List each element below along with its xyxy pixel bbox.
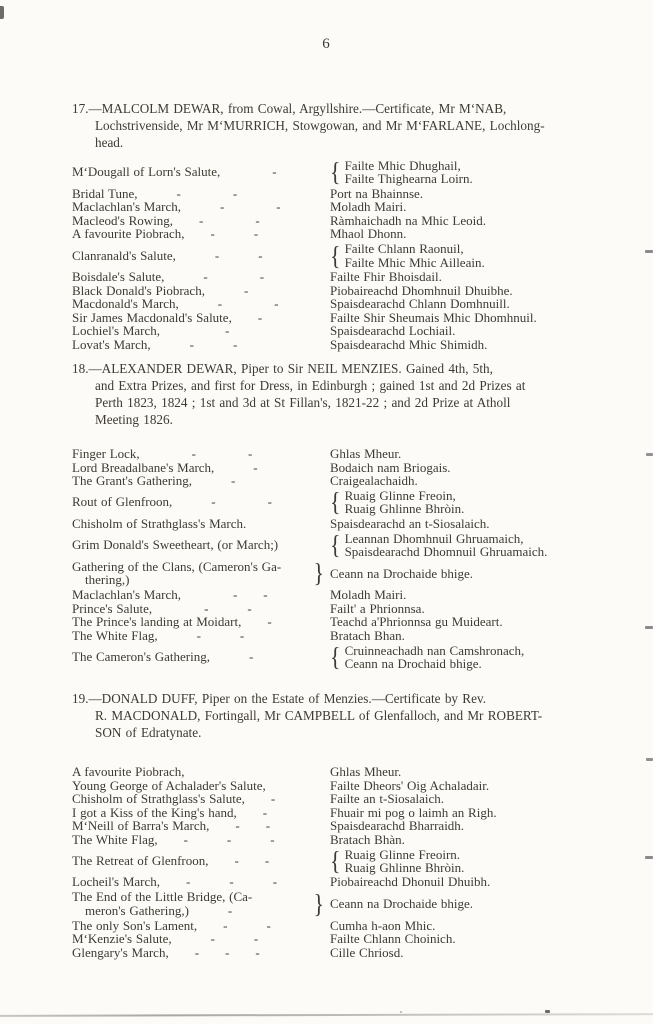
tune-row bbox=[72, 474, 592, 488]
tune-list bbox=[72, 765, 592, 959]
tune-title-gaelic: Cille Chriosd. bbox=[330, 944, 404, 960]
opening-brace-glyph: { bbox=[330, 240, 341, 270]
tune-title-gaelic: Failte Shir Sheumais Mhic Dhomhnuil. bbox=[330, 309, 537, 325]
tune-title-gaelic: Spaisdearachd an t-Siosalaich. bbox=[330, 515, 490, 531]
gaelic-title-line: Failte Mhic Dhughail, bbox=[344, 158, 461, 173]
tune-row bbox=[72, 486, 592, 517]
tune-title-english: Glengary's March, - - - bbox=[72, 944, 260, 960]
tune-title-english: The only Son's Lament, - - bbox=[72, 917, 271, 933]
opening-brace-glyph: { bbox=[330, 156, 341, 187]
tune-title-english: Young George of Achalader's Salute, bbox=[72, 777, 266, 793]
tune-list bbox=[72, 447, 592, 670]
tune-row bbox=[72, 517, 592, 531]
tune-row bbox=[72, 588, 592, 602]
tune-row bbox=[72, 324, 592, 338]
gaelic-title-line: Ruaig Glinne Freoin, bbox=[344, 488, 456, 503]
tune-title-line: The End of the Little Bridge, (Ca- bbox=[72, 889, 253, 905]
tune-title-gaelic: Failte Chlann Choinich. bbox=[330, 931, 456, 947]
tune-title-gaelic: Piobaireachd Dhomhnuil Dhuibhe. bbox=[330, 282, 513, 298]
tune-title-english: M‘Dougall of Lorn's Salute, - bbox=[72, 164, 277, 180]
tune-title-english: Lochiel's March, - bbox=[72, 323, 230, 339]
tune-title-line: meron's Gathering,) - bbox=[85, 902, 233, 918]
tune-title-english: Prince's Salute, - - bbox=[72, 600, 252, 616]
tune-title-gaelic bbox=[330, 486, 592, 517]
tune-title-english: The White Flag, - - bbox=[72, 627, 245, 643]
page-number: 6 bbox=[322, 36, 331, 52]
tune-list bbox=[72, 156, 592, 352]
tune-row bbox=[72, 779, 592, 793]
tune-title-english: The Cameron's Gathering, - bbox=[72, 649, 254, 665]
opening-brace-glyph: { bbox=[330, 641, 341, 672]
tune-title-gaelic bbox=[330, 242, 592, 268]
tune-title-english: I got a Kiss of the King's hand, - bbox=[72, 804, 268, 820]
gaelic-title-pair bbox=[345, 242, 485, 268]
heading-line: Perth 1823, 1824 ; 1st and 3d at St Fillan's, 1821-22 ; and 2d Prize at Atholl bbox=[95, 395, 511, 410]
heading-line: head. bbox=[95, 135, 124, 150]
tune-title-english: The Retreat of Glenfroon, - - bbox=[72, 852, 270, 868]
tune-title-line: Gathering of the Clans, (Cameron's Ga- bbox=[72, 558, 282, 574]
tune-row bbox=[72, 833, 592, 847]
tune-row bbox=[72, 297, 592, 311]
tune-row bbox=[72, 187, 592, 201]
tune-title-english: Macdonald's March, - - bbox=[72, 296, 279, 312]
tune-title-gaelic bbox=[330, 641, 592, 672]
tune-row bbox=[72, 946, 592, 960]
gaelic-title-line: Ruaig Ghlinne Bhròin. bbox=[344, 501, 465, 517]
tune-title-english: A favourite Piobrach, - - bbox=[72, 226, 259, 242]
tune-row bbox=[72, 890, 592, 917]
tune-title-gaelic bbox=[330, 156, 592, 187]
tune-title-gaelic: Teachd a'Phrionnsa gu Muideart. bbox=[330, 614, 503, 630]
tune-title-english: Rout of Glenfroon, - - bbox=[72, 494, 272, 510]
tune-row bbox=[72, 765, 592, 779]
gaelic-title-line: Ceann na Drochaid bhige. bbox=[344, 656, 482, 672]
gaelic-title-line: Leannan Dhomhnuil Ghruamaich, bbox=[344, 530, 524, 546]
tune-row bbox=[72, 156, 592, 187]
heading-line: and Extra Prizes, and first for Dress, in Edinburgh ; gained 1st and 2d Prizes at bbox=[95, 378, 526, 393]
tune-title-gaelic: Spaisdearachd Bharraidh. bbox=[330, 818, 465, 833]
tune-title-english bbox=[72, 557, 330, 588]
heading-line: R. MACDONALD, Fortingall, Mr CAMPBELL of Glenfalloch, and Mr ROBERT- bbox=[95, 708, 543, 723]
catalogue-entry-18 bbox=[72, 360, 592, 672]
tune-title-gaelic: Ceann na Drochaide bhige. bbox=[330, 565, 474, 581]
tune-title-gaelic: Piobaireachd Dhonuil Dhuibh. bbox=[330, 874, 491, 890]
tune-title-gaelic: Ghlas Mheur. bbox=[330, 764, 402, 779]
tune-title-gaelic: Moladh Mairi. bbox=[330, 199, 407, 215]
tune-row bbox=[72, 200, 592, 214]
tune-title-gaelic: Failte an t-Siosalaich. bbox=[330, 791, 445, 806]
tune-title-english: Maclachlan's March, - - bbox=[72, 199, 281, 215]
gaelic-title-pair bbox=[345, 848, 465, 874]
tune-row bbox=[72, 557, 592, 588]
tune-row bbox=[72, 602, 592, 616]
tune-row bbox=[72, 447, 592, 461]
tune-title-english: The Prince's landing at Moidart, - bbox=[72, 614, 272, 630]
heading-line: 17.—MALCOLM DEWAR, from Cowal, Argyllshire.—Certificate, Mr M‘NAB, bbox=[72, 101, 507, 116]
tune-row bbox=[72, 806, 592, 820]
catalogue-entry-19 bbox=[72, 690, 592, 959]
scan-artifact bbox=[645, 856, 653, 859]
tune-title-english: Boisdale's Salute, - - bbox=[72, 269, 265, 285]
entry-heading bbox=[72, 690, 592, 741]
opening-brace-glyph: { bbox=[330, 845, 341, 875]
tune-title-english: Lovat's March, - - bbox=[72, 336, 238, 352]
opening-brace-glyph: { bbox=[330, 486, 341, 517]
tune-title-gaelic: Spaisdearachd Lochiail. bbox=[330, 323, 456, 339]
tune-row bbox=[72, 461, 592, 475]
tune-title-gaelic: Bratach Bhàn. bbox=[330, 831, 405, 847]
catalogue-entry-17 bbox=[72, 100, 592, 351]
heading-line: 18.—ALEXANDER DEWAR, Piper to Sir NEIL MENZIES. Gained 4th, 5th, bbox=[72, 361, 493, 376]
tune-row bbox=[72, 641, 592, 672]
tune-row bbox=[72, 629, 592, 643]
scan-page-edge bbox=[0, 1013, 653, 1017]
tune-title-gaelic: Failte Dheors' Oig Achaladair. bbox=[330, 777, 490, 793]
tune-title-english: Locheil's March, - - - bbox=[72, 874, 278, 890]
tune-title-gaelic: Spaisdearachd Chlann Domhnuill. bbox=[330, 296, 510, 312]
tune-title-gaelic: Ghlas Mheur. bbox=[330, 446, 402, 461]
gaelic-title-pair bbox=[345, 532, 548, 558]
tune-title-gaelic: Fhuair mi pog o laimh an Righ. bbox=[330, 804, 497, 820]
scan-artifact bbox=[0, 6, 4, 19]
tune-title-gaelic bbox=[330, 845, 592, 875]
tune-title-english: Lord Breadalbane's March, - bbox=[72, 459, 258, 475]
opening-brace-glyph: { bbox=[330, 529, 341, 560]
tune-row bbox=[72, 338, 592, 352]
tune-title-english: Clanranald's Salute, - - bbox=[72, 247, 263, 263]
tune-row bbox=[72, 919, 592, 933]
gaelic-title-line: Failte Thighearna Loirn. bbox=[344, 171, 473, 187]
tune-row bbox=[72, 932, 592, 946]
tune-title-gaelic: Spaisdearachd Mhic Shimidh. bbox=[330, 336, 488, 352]
tune-title-english: Grim Donald's Sweetheart, (or March;) bbox=[72, 537, 279, 553]
tune-title-english bbox=[72, 890, 330, 917]
tune-row bbox=[72, 270, 592, 284]
tune-title-gaelic: Bodaich nam Briogais. bbox=[330, 459, 451, 475]
heading-line: SON of Edratynate. bbox=[95, 725, 202, 740]
tune-title-gaelic: Craigealachaidh. bbox=[330, 473, 418, 488]
tune-title-gaelic: Moladh Mairi. bbox=[330, 587, 407, 603]
tune-title-english: Macleod's Rowing, - - bbox=[72, 212, 260, 228]
tune-row bbox=[72, 875, 592, 889]
tune-row bbox=[72, 214, 592, 228]
heading-line: 19.—DONALD DUFF, Piper on the Estate of Menzies.—Certificate by Rev. bbox=[72, 691, 486, 706]
scan-artifact bbox=[645, 626, 653, 629]
tune-title-english: M‘Kenzie's Salute, - - bbox=[72, 931, 259, 947]
tune-title-gaelic: Mhaol Dhonn. bbox=[330, 226, 407, 242]
scan-artifact bbox=[646, 758, 653, 761]
tune-row bbox=[72, 311, 592, 325]
closing-brace-glyph: } bbox=[313, 557, 324, 588]
tune-row bbox=[72, 529, 592, 560]
tune-title-english: M‘Neill of Barra's March, - - bbox=[72, 818, 271, 833]
tune-title-english: Chisholm of Strathglass's March. bbox=[72, 515, 247, 531]
tune-row bbox=[72, 792, 592, 806]
tune-row bbox=[72, 284, 592, 298]
tune-title-gaelic bbox=[330, 529, 592, 560]
heading-line: Meeting 1826. bbox=[95, 412, 173, 427]
tune-title-english: The Grant's Gathering, - bbox=[72, 473, 236, 488]
tune-title-gaelic: Failte Fhir Bhoisdail. bbox=[330, 269, 442, 285]
scan-artifact bbox=[645, 250, 653, 253]
tune-title-english: The White Flag, - - - bbox=[72, 831, 275, 847]
tune-title-line: thering,) bbox=[85, 572, 130, 588]
tune-title-english: Sir James Macdonald's Salute, - bbox=[72, 309, 263, 325]
tune-row bbox=[72, 845, 592, 875]
heading-line: Lochstrivenside, Mr M‘MURRICH, Stowgowan, and Mr M‘FARLANE, Lochlong- bbox=[95, 118, 545, 133]
tune-title-gaelic: Ràmhaichadh na Mhic Leoid. bbox=[330, 212, 487, 228]
tune-title-english: A favourite Piobrach, bbox=[72, 764, 185, 779]
tune-title-english: Maclachlan's March, - - bbox=[72, 587, 268, 603]
tune-title-gaelic: Failt' a Phrionnsa. bbox=[330, 600, 425, 616]
tune-row bbox=[72, 819, 592, 833]
tune-row bbox=[72, 227, 592, 241]
tune-title-english: Chisholm of Strathglass's Salute, - bbox=[72, 791, 276, 806]
gaelic-title-line: Ruaig Glinne Freoirn. bbox=[344, 846, 461, 862]
gaelic-title-pair bbox=[345, 159, 473, 185]
tune-row bbox=[72, 242, 592, 268]
gaelic-title-line: Spaisdearachd Dhomnuil Ghruamaich. bbox=[344, 544, 548, 560]
entry-heading bbox=[72, 360, 592, 428]
gaelic-title-pair bbox=[345, 489, 465, 515]
tune-title-english: Bridal Tune, - - bbox=[72, 185, 238, 201]
gaelic-title-line: Ruaig Ghlinne Bhròin. bbox=[344, 859, 465, 875]
tune-title-gaelic: Port na Bhainnse. bbox=[330, 185, 424, 201]
closing-brace-glyph: } bbox=[313, 888, 324, 919]
tune-title-gaelic: Ceann na Drochaide bhige. bbox=[330, 896, 474, 912]
entry-heading bbox=[72, 100, 592, 151]
tune-title-english: Black Donald's Piobrach, - bbox=[72, 282, 249, 298]
scan-artifact bbox=[400, 1011, 402, 1013]
tune-row bbox=[72, 615, 592, 629]
tune-title-english: Finger Lock, - - bbox=[72, 446, 253, 461]
tune-title-gaelic: Bratach Bhan. bbox=[330, 627, 405, 643]
scan-artifact bbox=[646, 453, 653, 456]
tune-title-gaelic: Cumha h-aon Mhic. bbox=[330, 917, 436, 933]
gaelic-title-pair bbox=[345, 644, 525, 670]
gaelic-title-line: Failte Chlann Raonuil, bbox=[344, 241, 464, 257]
gaelic-title-line: Failte Mhic Mhic Ailleain. bbox=[344, 254, 485, 270]
gaelic-title-line: Cruinneachadh nan Camshronach, bbox=[344, 642, 525, 658]
